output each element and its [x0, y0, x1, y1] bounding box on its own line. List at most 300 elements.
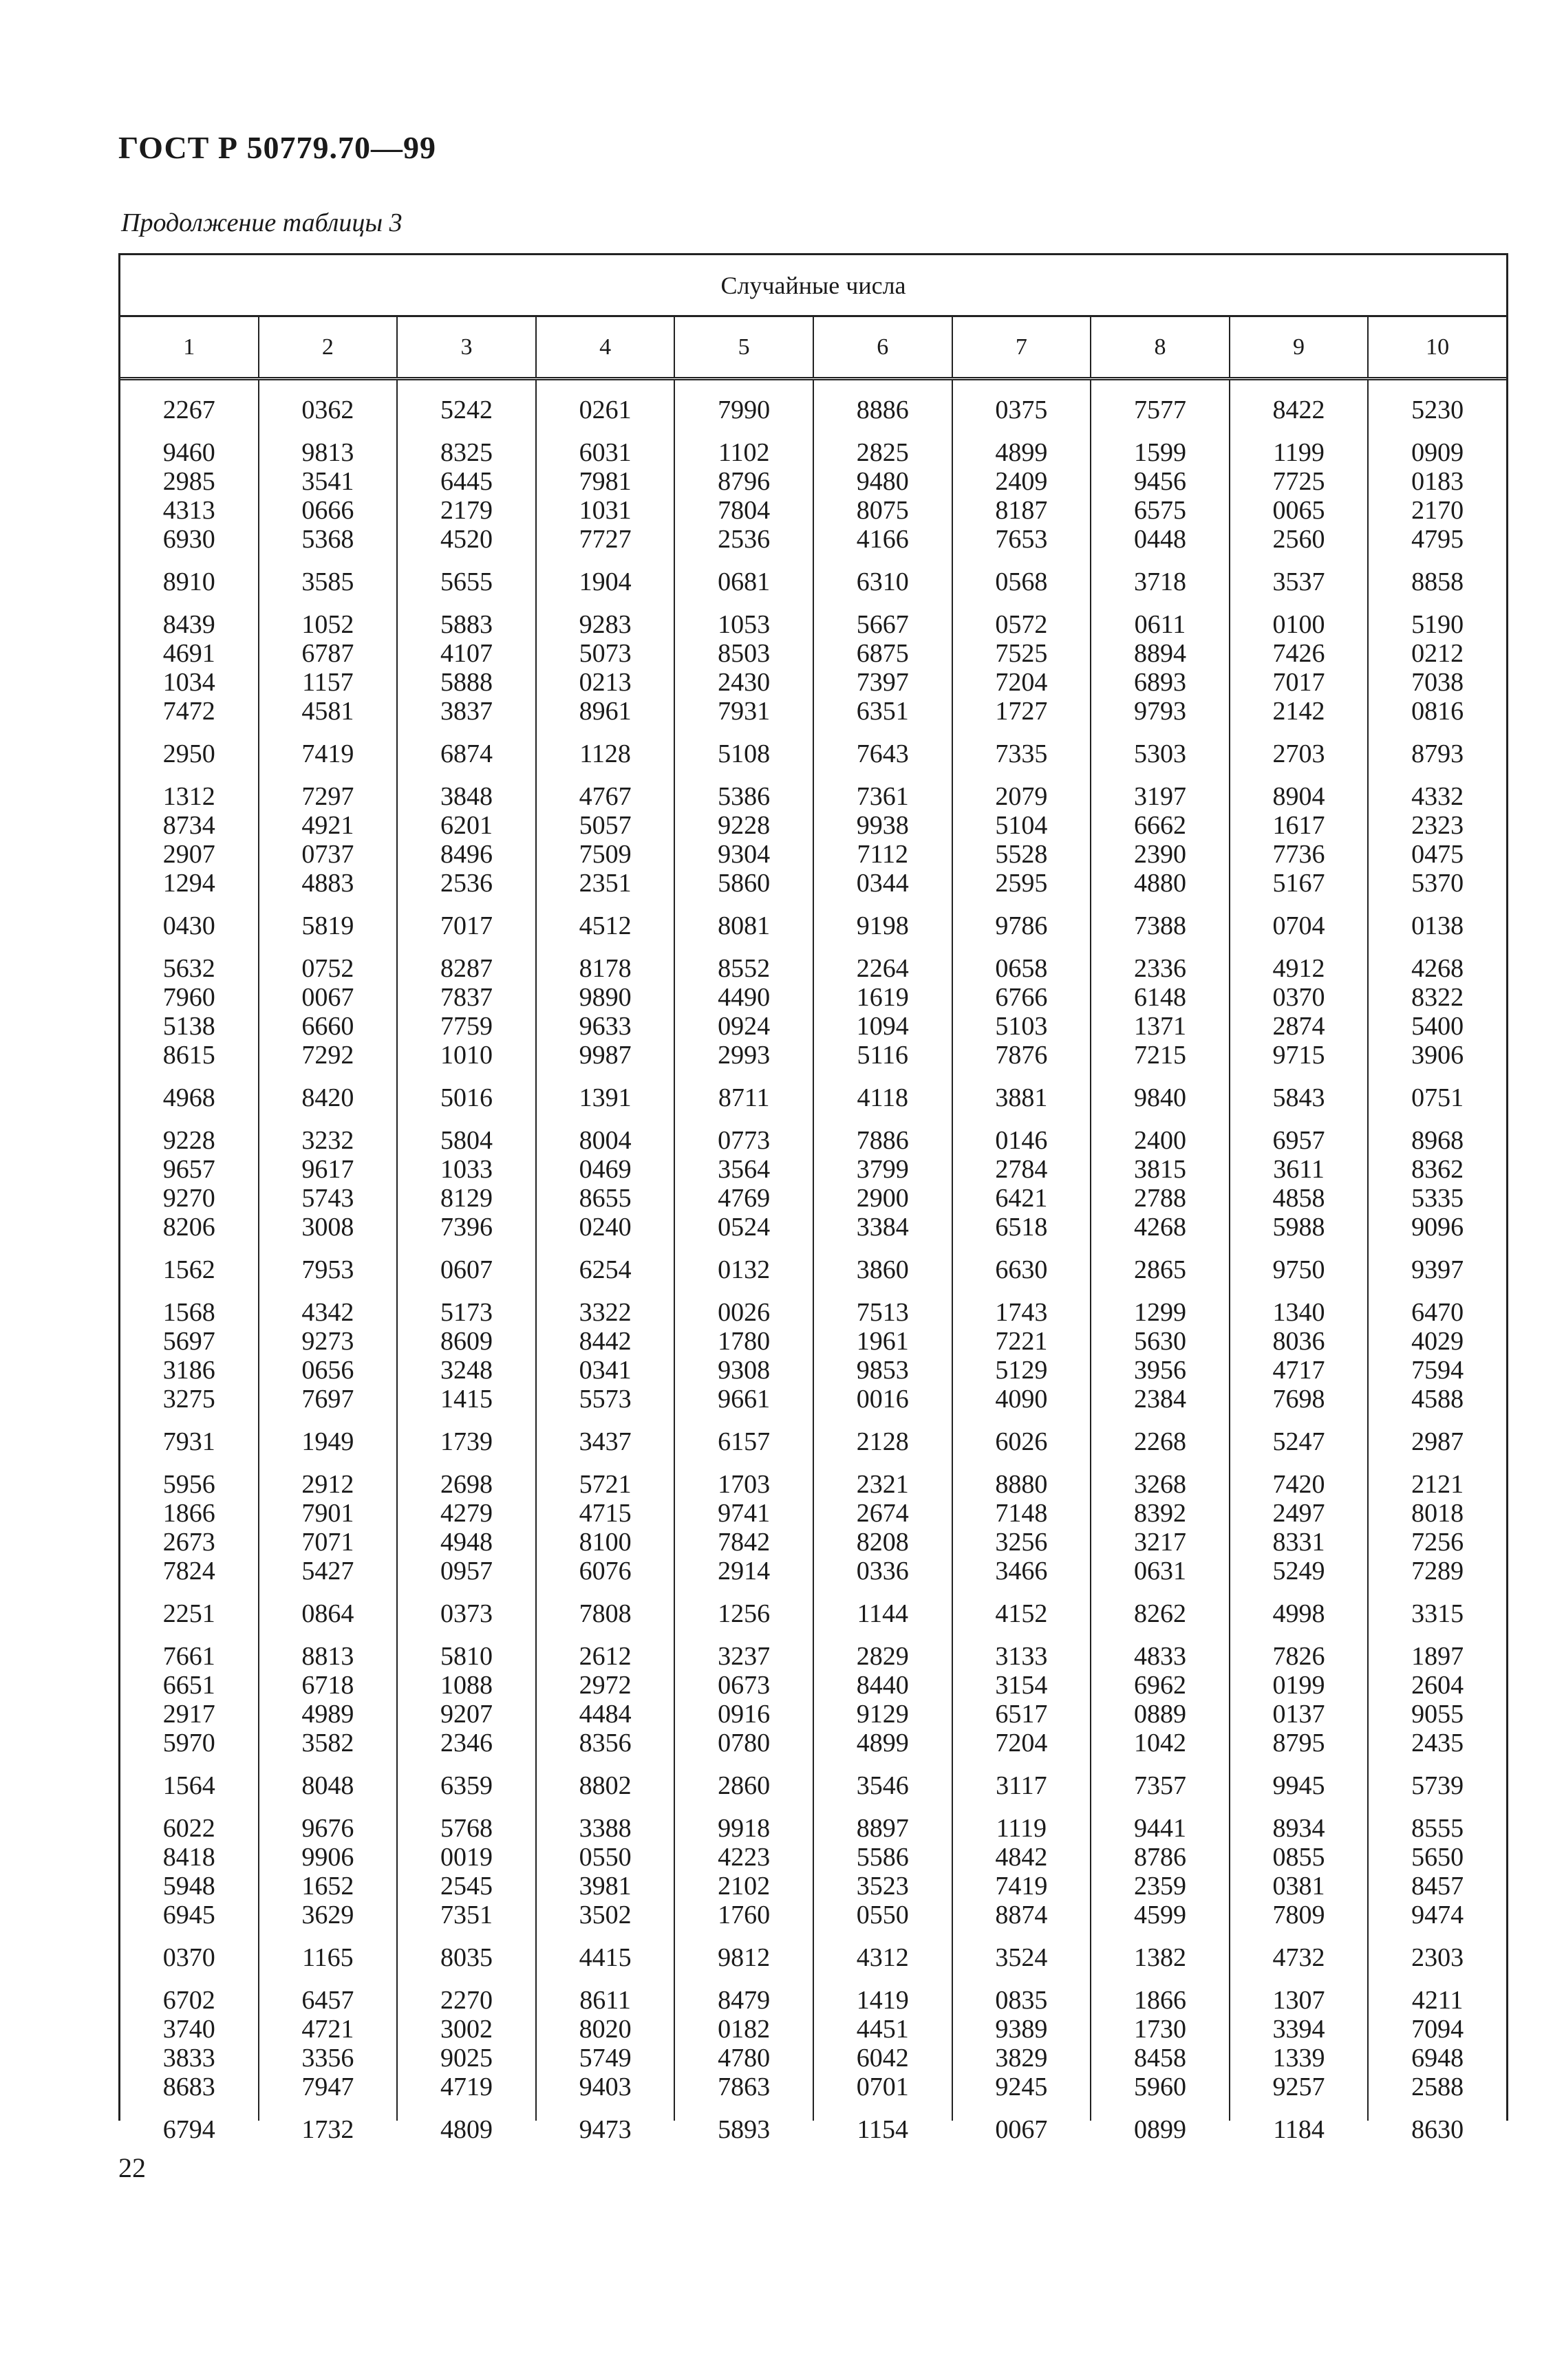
table-cell: 4490	[718, 983, 771, 1012]
number-group	[1091, 1986, 1229, 2101]
table-cell: 3833	[162, 2044, 215, 2073]
table-column-7	[953, 380, 1092, 2144]
table-cell: 2142	[1272, 697, 1325, 726]
table-cell: 7886	[856, 1126, 909, 1155]
table-cell: 9456	[1133, 467, 1186, 496]
table-cell: 2560	[1272, 525, 1325, 554]
number-group	[259, 1814, 397, 1929]
table-column-6	[814, 380, 953, 2144]
table-cell: 1780	[718, 1327, 771, 1356]
table-cell: 9460	[162, 438, 215, 467]
table-cell: 5400	[1411, 1012, 1464, 1041]
table-column-2	[259, 380, 398, 2144]
number-group	[398, 1255, 535, 1284]
table-cell: 1391	[579, 1083, 632, 1112]
table-cell: 7017	[1272, 668, 1325, 697]
number-group	[398, 396, 535, 424]
table-cell: 4842	[995, 1843, 1048, 1872]
table-cell: 8796	[718, 467, 771, 496]
number-group	[814, 1642, 952, 1757]
table-cell: 3541	[301, 467, 354, 496]
table-cell: 0132	[718, 1255, 771, 1284]
table-cell: 8420	[301, 1083, 354, 1112]
number-group	[1091, 782, 1229, 898]
number-group	[675, 438, 813, 554]
number-group	[537, 396, 674, 424]
table-cell: 0469	[579, 1155, 632, 1184]
number-group	[814, 1083, 952, 1112]
number-group	[398, 1771, 535, 1800]
number-group	[259, 1255, 397, 1284]
table-cell: 1730	[1133, 2015, 1186, 2044]
table-cell: 7361	[856, 782, 909, 811]
number-group	[675, 954, 813, 1070]
number-group	[537, 1255, 674, 1284]
number-group	[259, 1943, 397, 1972]
number-group	[1369, 1814, 1506, 1929]
table-cell: 3268	[1133, 1470, 1186, 1499]
table-cell: 0658	[995, 954, 1048, 983]
table-cell: 9441	[1133, 1814, 1186, 1843]
number-group	[1230, 396, 1368, 424]
table-cell: 6718	[301, 1671, 354, 1700]
table-cell: 1866	[1133, 1986, 1186, 2015]
table-cell: 0373	[440, 1599, 493, 1628]
table-cell: 6794	[162, 2115, 215, 2144]
table-cell: 4691	[162, 639, 215, 668]
table-cell: 1184	[1273, 2115, 1325, 2144]
number-group	[1369, 1986, 1506, 2101]
table-cell: 1760	[718, 1901, 771, 1929]
number-group	[814, 396, 952, 424]
table-cell: 0656	[301, 1356, 354, 1385]
table-cell: 1562	[162, 1255, 215, 1284]
number-group	[1369, 1943, 1506, 1972]
number-group	[259, 782, 397, 898]
table-cell: 2251	[162, 1599, 215, 1628]
number-group	[953, 396, 1091, 424]
table-cell: 7727	[579, 525, 632, 554]
table-cell: 1312	[162, 782, 215, 811]
table-cell: 7204	[995, 668, 1048, 697]
table-cell: 2987	[1411, 1427, 1464, 1456]
table-cell: 0572	[995, 610, 1048, 639]
table-cell: 6662	[1133, 811, 1186, 840]
table-cell: 8206	[162, 1213, 215, 1242]
table-cell: 2264	[856, 954, 909, 983]
table-cell: 8100	[579, 1528, 632, 1557]
table-cell: 9257	[1272, 2073, 1325, 2101]
table-column-5	[675, 380, 814, 2144]
number-group	[259, 1427, 397, 1456]
table-cell: 0816	[1411, 697, 1464, 726]
table-cell: 3546	[856, 1771, 909, 1800]
table-cell: 0261	[579, 396, 632, 424]
number-group	[814, 911, 952, 940]
number-group	[398, 954, 535, 1070]
table-cell: 8894	[1133, 639, 1186, 668]
table-cell: 5116	[857, 1041, 909, 1070]
table-cell: 2267	[162, 396, 215, 424]
table-cell: 3837	[440, 697, 493, 726]
number-group	[1230, 1298, 1368, 1414]
table-cell: 7876	[995, 1041, 1048, 1070]
table-cell: 3315	[1411, 1599, 1464, 1628]
number-group	[814, 1427, 952, 1456]
table-cell: 9228	[718, 811, 771, 840]
table-cell: 6962	[1133, 1671, 1186, 1700]
table-cell: 8609	[440, 1327, 493, 1356]
table-cell: 8793	[1411, 739, 1464, 768]
column-header-1: 1	[120, 317, 259, 377]
table-cell: 2703	[1272, 739, 1325, 768]
table-cell: 5104	[995, 811, 1048, 840]
table-cell: 8813	[301, 1642, 354, 1671]
number-group	[120, 1771, 258, 1800]
table-cell: 9840	[1133, 1083, 1186, 1112]
table-cell: 7931	[162, 1427, 215, 1456]
table-cell: 8187	[995, 496, 1048, 525]
table-cell: 4107	[440, 639, 493, 668]
number-group	[120, 1470, 258, 1586]
table-cell: 3232	[301, 1126, 354, 1155]
table-cell: 5632	[162, 954, 215, 983]
number-group	[398, 1083, 535, 1112]
table-cell: 5586	[856, 1843, 909, 1872]
table-cell: 7071	[301, 1528, 354, 1557]
table-cell: 8897	[856, 1814, 909, 1843]
table-cell: 4769	[718, 1184, 771, 1213]
number-group	[537, 610, 674, 726]
table-cell: 1157	[302, 668, 354, 697]
number-group	[814, 1126, 952, 1242]
table-cell: 5721	[579, 1470, 632, 1499]
table-cell: 0899	[1133, 2115, 1186, 2144]
column-header-2: 2	[259, 317, 398, 377]
table-cell: 8440	[856, 1671, 909, 1700]
table-cell: 9945	[1272, 1771, 1325, 1800]
table-cell: 7525	[995, 639, 1048, 668]
table-cell: 3197	[1133, 782, 1186, 811]
table-cell: 6517	[995, 1700, 1048, 1729]
number-group	[398, 1470, 535, 1586]
table-cell: 4279	[440, 1499, 493, 1528]
table-cell: 4415	[579, 1943, 632, 1972]
number-group	[537, 1771, 674, 1800]
number-group	[814, 1599, 952, 1628]
number-group	[1091, 1427, 1229, 1456]
table-cell: 5739	[1411, 1771, 1464, 1800]
number-group	[1091, 1255, 1229, 1284]
number-group	[953, 610, 1091, 726]
table-cell: 9750	[1272, 1255, 1325, 1284]
number-group	[120, 1814, 258, 1929]
number-group	[675, 911, 813, 940]
table-cell: 2673	[162, 1528, 215, 1557]
number-group	[537, 911, 674, 940]
table-cell: 7388	[1133, 911, 1186, 940]
number-group	[120, 954, 258, 1070]
table-cell: 6457	[301, 1986, 354, 2015]
table-cell: 0448	[1133, 525, 1186, 554]
number-group	[953, 438, 1091, 554]
number-group	[398, 1599, 535, 1628]
table-cell: 5303	[1133, 739, 1186, 768]
table-cell: 2497	[1272, 1499, 1325, 1528]
table-cell: 4912	[1272, 954, 1325, 983]
table-cell: 5819	[301, 911, 354, 940]
table-cell: 5129	[995, 1356, 1048, 1385]
table-cell: 7017	[440, 911, 493, 940]
number-group	[259, 1470, 397, 1586]
table-cell: 2993	[718, 1041, 771, 1070]
table-cell: 1256	[718, 1599, 771, 1628]
table-cell: 9403	[579, 2073, 632, 2101]
number-group	[814, 739, 952, 768]
table-cell: 0889	[1133, 1700, 1186, 1729]
number-group	[1369, 396, 1506, 424]
table-cell: 2409	[995, 467, 1048, 496]
table-cell: 4968	[162, 1083, 215, 1112]
number-group	[675, 1298, 813, 1414]
number-group	[675, 1814, 813, 1929]
table-cell: 9676	[301, 1814, 354, 1843]
table-cell: 5108	[718, 739, 771, 768]
table-cell: 0240	[579, 1213, 632, 1242]
table-cell: 8178	[579, 954, 632, 983]
number-group	[259, 1771, 397, 1800]
number-group	[675, 2115, 813, 2144]
table-cell: 8555	[1411, 1814, 1464, 1843]
table-cell: 1949	[301, 1427, 354, 1456]
table-cell: 5528	[995, 840, 1048, 869]
table-cell: 3248	[440, 1356, 493, 1385]
column-header-9: 9	[1230, 317, 1369, 377]
table-cell: 8786	[1133, 1843, 1186, 1872]
table-cell: 7292	[301, 1041, 354, 1070]
table-cell: 8422	[1272, 396, 1325, 424]
table-cell: 3848	[440, 782, 493, 811]
table-column-8	[1091, 380, 1230, 2144]
number-group	[1091, 1470, 1229, 1586]
table-cell: 0924	[718, 1012, 771, 1041]
table-cell: 9813	[301, 438, 354, 467]
number-group	[120, 610, 258, 726]
table-cell: 8356	[579, 1729, 632, 1757]
table-cell: 5768	[440, 1814, 493, 1843]
table-cell: 1564	[162, 1771, 215, 1800]
table-cell: 4719	[440, 2073, 493, 2101]
table-cell: 4780	[718, 2044, 771, 2073]
number-group	[675, 1427, 813, 1456]
number-group	[398, 1298, 535, 1414]
number-group	[398, 1427, 535, 1456]
table-cell: 7842	[718, 1528, 771, 1557]
page-number: 22	[118, 2152, 146, 2183]
table-cell: 7577	[1133, 396, 1186, 424]
table-cell: 4921	[301, 811, 354, 840]
number-group	[675, 1943, 813, 1972]
number-group	[1230, 1427, 1368, 1456]
table-cell: 1732	[301, 2115, 354, 2144]
number-group	[537, 1298, 674, 1414]
table-cell: 5960	[1133, 2073, 1186, 2101]
table-cell: 0611	[1134, 610, 1186, 639]
table-cell: 6076	[579, 1557, 632, 1586]
number-group	[398, 610, 535, 726]
number-group	[814, 1943, 952, 1972]
number-group	[120, 1298, 258, 1414]
table-cell: 0835	[995, 1986, 1048, 2015]
table-cell: 5860	[718, 869, 771, 898]
table-cell: 1961	[856, 1327, 909, 1356]
table-cell: 7357	[1133, 1771, 1186, 1800]
table-cell: 8035	[440, 1943, 493, 1972]
number-group	[1230, 1599, 1368, 1628]
table-cell: 9657	[162, 1155, 215, 1184]
number-group	[1230, 1470, 1368, 1586]
table-cell: 5230	[1411, 396, 1464, 424]
column-header-10: 10	[1426, 334, 1450, 360]
number-group	[259, 2115, 397, 2144]
table-cell: 0182	[718, 2015, 771, 2044]
table-cell: 8325	[440, 438, 493, 467]
table-cell: 1144	[857, 1599, 909, 1628]
column-header-4: 4	[537, 317, 676, 377]
table-cell: 2612	[579, 1642, 632, 1671]
table-cell: 4484	[579, 1700, 632, 1729]
table-cell: 3237	[718, 1642, 771, 1671]
table-cell: 0146	[995, 1126, 1048, 1155]
table-cell: 5016	[440, 1083, 493, 1112]
number-group	[398, 782, 535, 898]
number-group	[398, 567, 535, 596]
number-group	[814, 1771, 952, 1800]
number-group	[1230, 739, 1368, 768]
table-cell: 7351	[440, 1901, 493, 1929]
table-cell: 2588	[1411, 2073, 1464, 2101]
table-cell: 5948	[162, 1872, 215, 1901]
number-group	[537, 1427, 674, 1456]
table-cell: 9129	[856, 1700, 909, 1729]
table-cell: 3502	[579, 1901, 632, 1929]
table-cell: 5888	[440, 668, 493, 697]
table-cell: 4152	[995, 1599, 1048, 1628]
number-group	[537, 782, 674, 898]
table-cell: 2950	[162, 739, 215, 768]
table-cell: 6630	[995, 1255, 1048, 1284]
number-group	[1230, 1642, 1368, 1757]
table-cell: 6660	[301, 1012, 354, 1041]
table-cell: 1617	[1272, 811, 1325, 840]
table-cell: 3611	[1273, 1155, 1325, 1184]
table-cell: 9987	[579, 1041, 632, 1070]
number-group	[120, 396, 258, 424]
table-cell: 2914	[718, 1557, 771, 1586]
table-cell: 4512	[579, 911, 632, 940]
random-numbers-table	[118, 253, 1508, 2144]
table-cell: 7698	[1272, 1385, 1325, 1414]
table-cell: 6651	[162, 1671, 215, 1700]
table-column-3	[398, 380, 537, 2144]
table-cell: 7931	[718, 697, 771, 726]
table-cell: 0183	[1411, 467, 1464, 496]
table-cell: 5956	[162, 1470, 215, 1499]
number-group	[814, 1814, 952, 1929]
table-cell: 7419	[301, 739, 354, 768]
number-group	[1369, 1642, 1506, 1757]
number-group	[259, 1986, 397, 2101]
table-cell: 2323	[1411, 811, 1464, 840]
table-cell: 1652	[301, 1872, 354, 1901]
table-cell: 1034	[162, 668, 215, 697]
table-cell: 1128	[579, 739, 631, 768]
table-column-9	[1230, 380, 1369, 2144]
table-cell: 9096	[1411, 1213, 1464, 1242]
table-cell: 1415	[440, 1385, 493, 1414]
table-cell: 3881	[995, 1083, 1048, 1112]
table-cell: 7736	[1272, 840, 1325, 869]
table-cell: 2907	[162, 840, 215, 869]
number-group	[953, 911, 1091, 940]
table-cell: 1102	[718, 438, 770, 467]
table-cell: 4732	[1272, 1943, 1325, 1972]
table-cell: 2270	[440, 1986, 493, 2015]
table-cell: 9906	[301, 1843, 354, 1872]
table-cell: 5057	[579, 811, 632, 840]
table-cell: 6026	[995, 1427, 1048, 1456]
table-cell: 8503	[718, 639, 771, 668]
table-cell: 2102	[718, 1872, 771, 1901]
table-cell: 1052	[301, 610, 354, 639]
table-cell: 9661	[718, 1385, 771, 1414]
number-group	[1091, 911, 1229, 940]
table-cell: 6201	[440, 811, 493, 840]
table-cell: 3256	[995, 1528, 1048, 1557]
number-group	[259, 954, 397, 1070]
table-cell: 7960	[162, 983, 215, 1012]
table-cell: 4451	[856, 2015, 909, 2044]
table-cell: 2536	[718, 525, 771, 554]
number-group	[120, 2115, 258, 2144]
table-cell: 4795	[1411, 525, 1464, 554]
table-cell: 4588	[1411, 1385, 1464, 1414]
table-cell: 5697	[162, 1327, 215, 1356]
table-cell: 1568	[162, 1298, 215, 1327]
table-cell: 7112	[857, 840, 909, 869]
table-cell: 1165	[302, 1943, 354, 1972]
table-cell: 5073	[579, 639, 632, 668]
table-cell: 2604	[1411, 1671, 1464, 1700]
table-cell: 1042	[1133, 1729, 1186, 1757]
number-group	[675, 1126, 813, 1242]
number-group	[1230, 1943, 1368, 1972]
number-group	[537, 567, 674, 596]
number-group	[398, 911, 535, 940]
table-cell: 2536	[440, 869, 493, 898]
table-cell: 3906	[1411, 1041, 1464, 1070]
table-cell: 1866	[162, 1499, 215, 1528]
table-cell: 6957	[1272, 1126, 1325, 1155]
table-cell: 2170	[1411, 496, 1464, 525]
table-cell: 4721	[301, 2015, 354, 2044]
table-cell: 7759	[440, 1012, 493, 1041]
table-cell: 9793	[1133, 697, 1186, 726]
table-cell: 8552	[718, 954, 771, 983]
table-cell: 2121	[1411, 1470, 1464, 1499]
number-group	[1230, 911, 1368, 940]
table-cell: 0430	[162, 911, 215, 940]
